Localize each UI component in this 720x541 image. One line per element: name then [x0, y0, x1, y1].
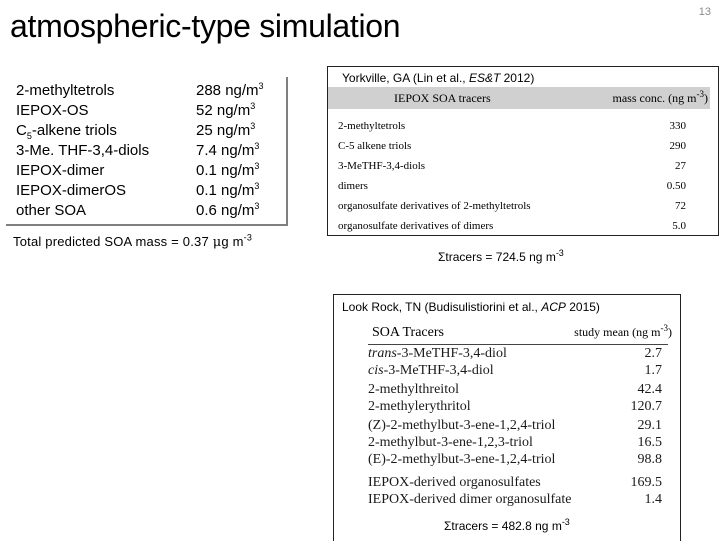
sim-row-value: 0.1 $ng/m^3$: [196, 181, 260, 199]
header-soa-tracers: SOA Tracers: [372, 325, 444, 340]
yorkville-table: [328, 87, 710, 237]
sim-row-name: IEPOX-OS: [16, 102, 89, 119]
yorkville-table-header: [328, 87, 710, 109]
table-row: IEPOX-derived organosulfates 169.5: [368, 475, 662, 490]
yorkville-tracer-sum: Σtracers = 724.5 ng $m^{-3}$: [438, 248, 564, 264]
sim-row-name: 2-methyltetrols: [16, 82, 115, 99]
table-row: C-5 alkene triols 290: [338, 140, 686, 152]
total-predicted-soa: Total predicted SOA mass = 0.37 μg $m^{-3}$: [13, 232, 253, 250]
sim-row-value: 0.1 $ng/m^3$: [196, 161, 260, 179]
table-row: trans-3-MeTHF-3,4-diol 2.7: [368, 346, 662, 361]
table-row: 2-methylbut-3-ene-1,2,3-triol 16.5: [368, 435, 662, 450]
slide-title: atmospheric-type simulation: [10, 8, 401, 44]
sim-row-name: $C_5$-alkene triols: [16, 122, 117, 141]
table-row: 2-methylerythritol 120.7: [368, 399, 662, 414]
simulation-results-panel: [6, 77, 288, 226]
header-study-mean: study mean (ng $m^{-3}$): [574, 323, 672, 339]
table-row: 3-MeTHF-3,4-diols 27: [338, 160, 686, 172]
sim-row-name: 3-Me. THF-3,4-diols: [16, 142, 150, 159]
table-row: IEPOX-derived dimer organosulfate 1.4: [368, 492, 662, 507]
yorkville-table-panel: [327, 66, 719, 236]
table-row: (Z)-2-methylbut-3-ene-1,2,4-triol 29.1: [368, 418, 662, 433]
lookrock-caption: Look Rock, TN (Budisulistiorini et al., ACP 2015): [342, 300, 600, 314]
lookrock-table-panel: [333, 294, 681, 541]
table-row: organosulfate derivatives of 2-methyltetrols 72: [338, 200, 686, 212]
sim-row-value: 7.4 $ng/m^3$: [196, 141, 260, 159]
table-row: (E)-2-methylbut-3-ene-1,2,4-triol 98.8: [368, 452, 662, 467]
sim-row-value: 25 $ng/m^3$: [196, 121, 256, 139]
header-mass-conc: mass conc. (ng $m^{-3}$): [612, 89, 708, 105]
table-row: cis-3-MeTHF-3,4-diol 1.7: [368, 363, 662, 378]
page-number: 13: [698, 6, 711, 18]
yorkville-caption: Yorkville, GA (Lin et al., ES&T 2012): [342, 71, 535, 85]
table-row: 2-methylthreitol 42.4: [368, 382, 662, 397]
sim-row-value: 52 $ng/m^3$: [196, 101, 256, 119]
sim-row-value: 0.6 $ng/m^3$: [196, 201, 260, 219]
sim-row-name: IEPOX-dimer: [16, 162, 105, 179]
sim-row-name: IEPOX-dimerOS: [16, 182, 127, 199]
header-divider: [368, 344, 668, 345]
header-tracers: IEPOX SOA tracers: [394, 91, 491, 105]
lookrock-tracer-sum: Σtracers = 482.8 ng $m^{-3}$: [444, 517, 570, 533]
sim-row-value: 288 $ng/m^3$: [196, 81, 264, 99]
sim-row-name: other SOA: [16, 202, 87, 219]
table-row: organosulfate derivatives of dimers 5.0: [338, 220, 686, 232]
table-row: 2-methyltetrols 330: [338, 120, 686, 132]
table-row: dimers 0.50: [338, 180, 686, 192]
